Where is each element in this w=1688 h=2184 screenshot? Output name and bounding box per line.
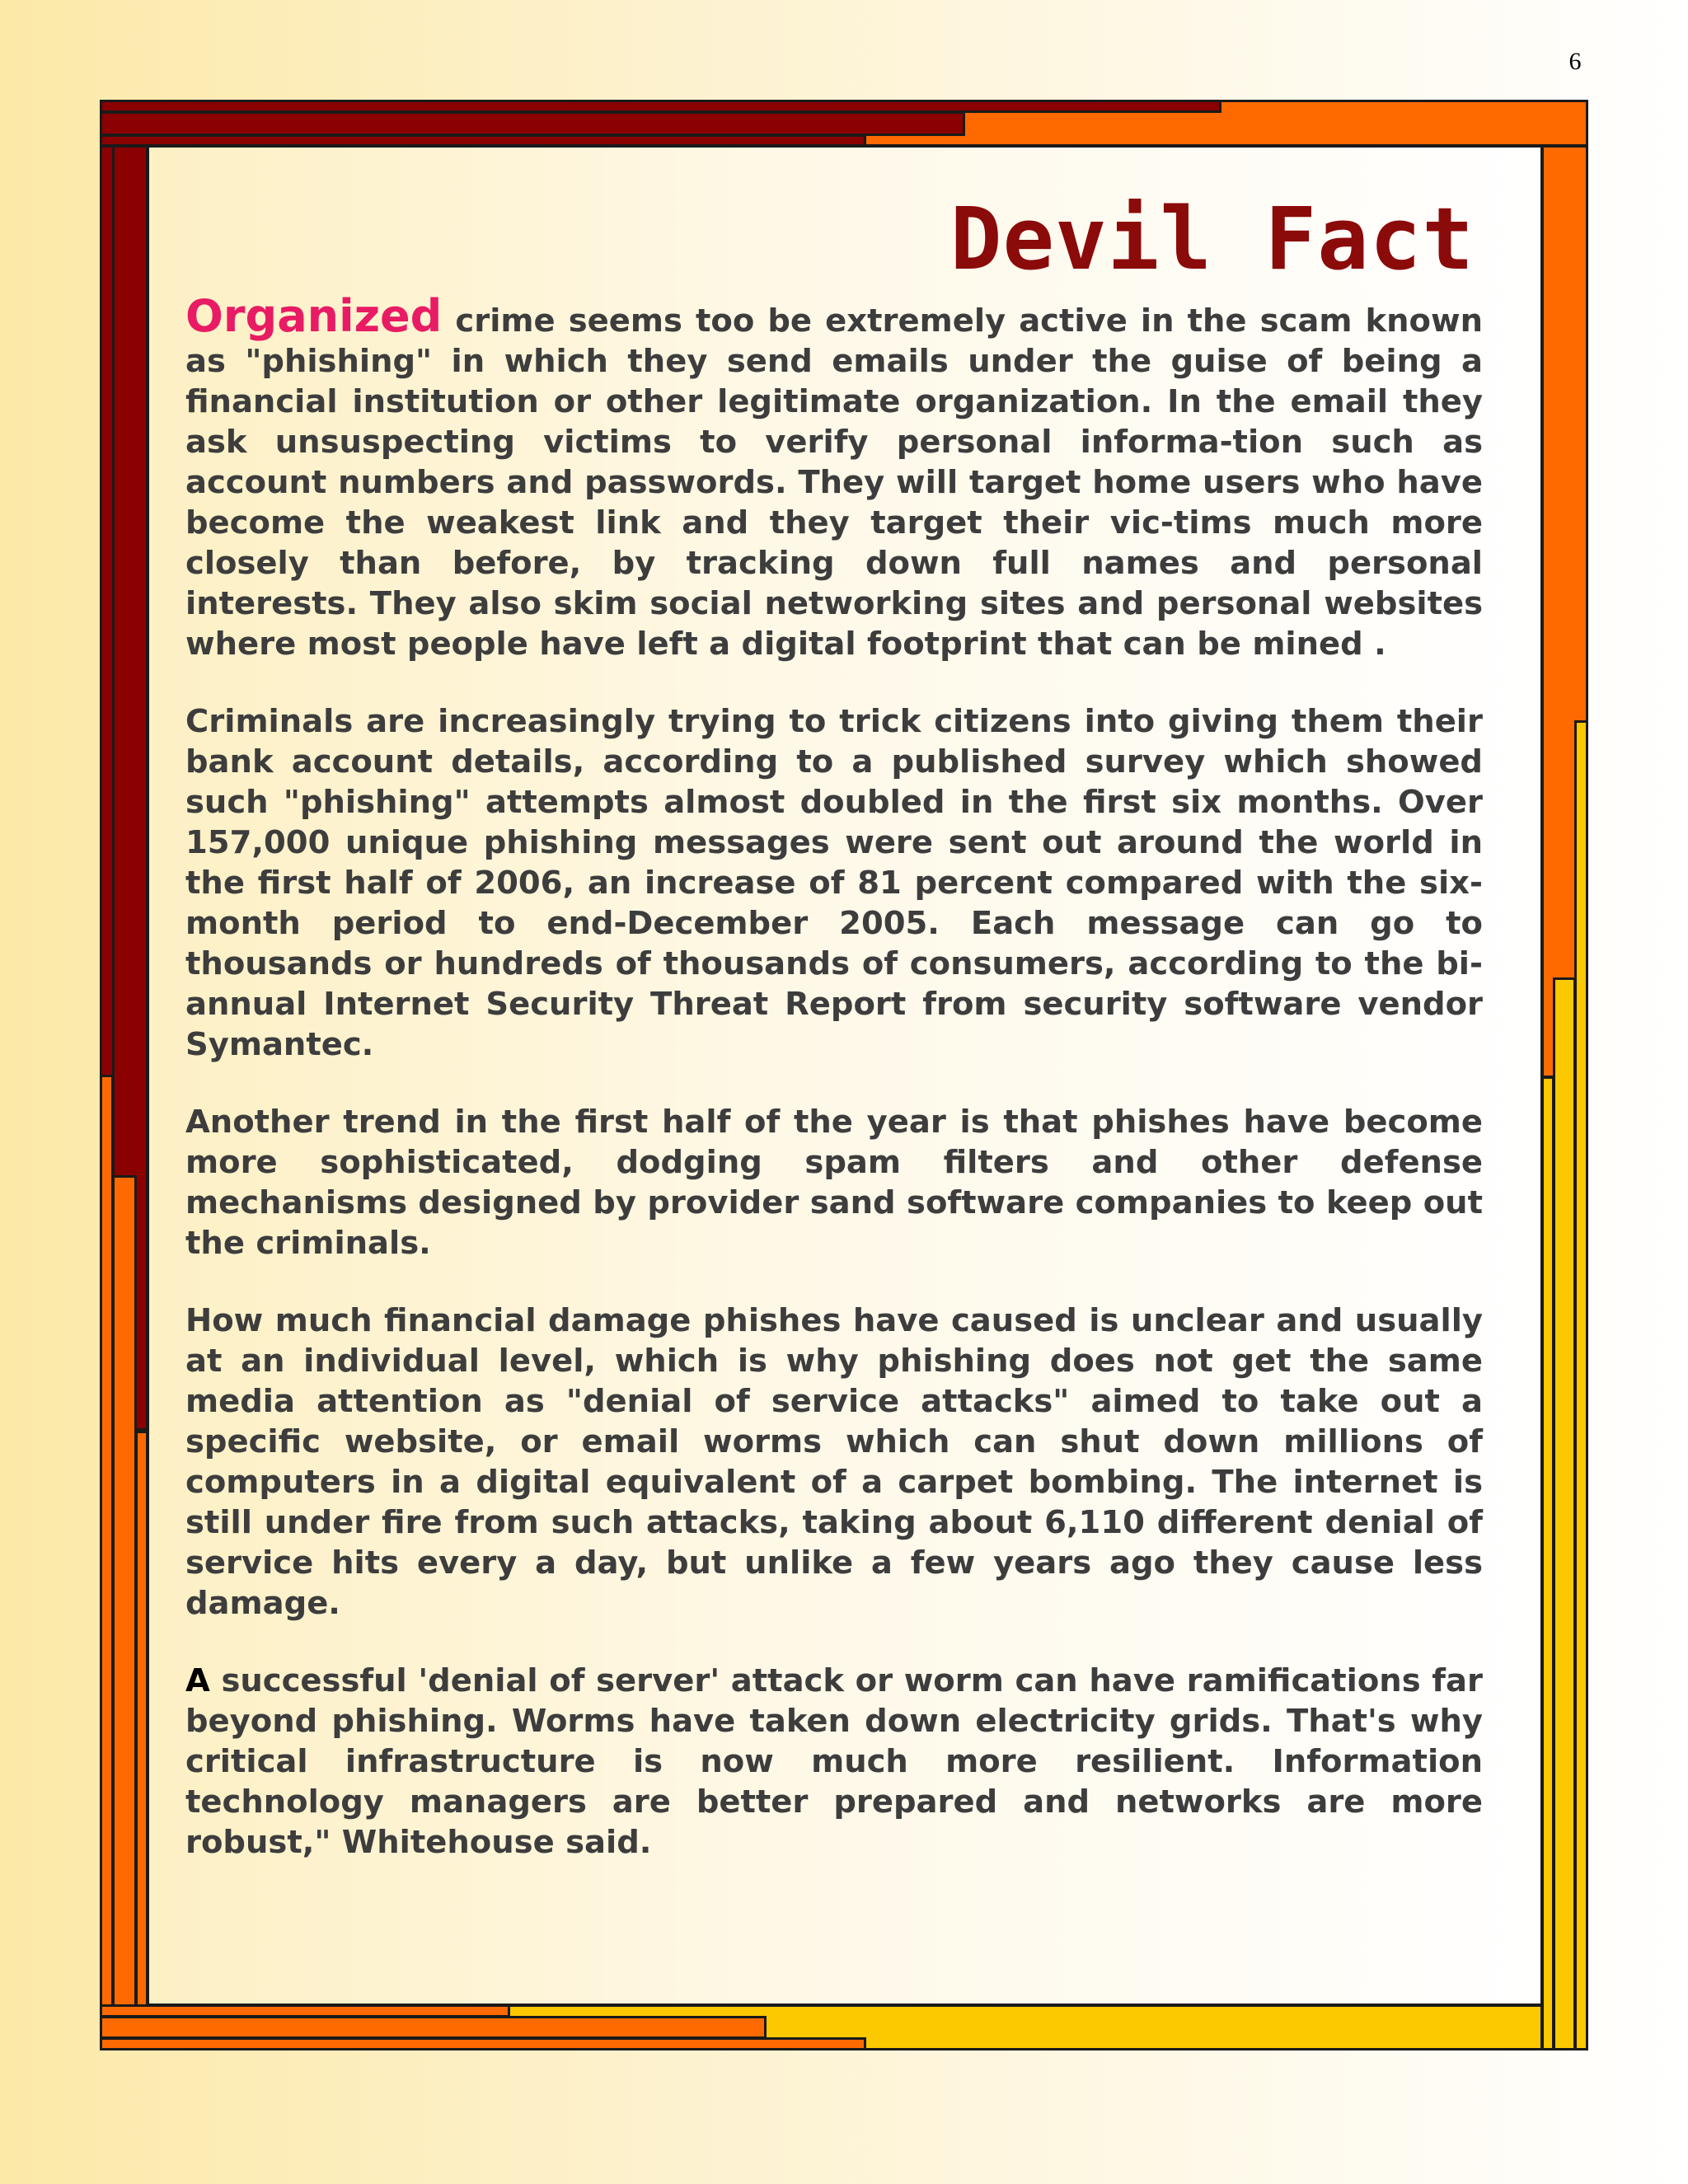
article-body (185, 290, 1483, 1900)
paragraph-text: successful 'denial of server' attack or worm can have ramifications far beyond phishing. Worms have taken down electricity grids. That's why critical infrastructure is now much more resilient. Information technology managers are better prepared and networks are more robust," Whitehouse said. (185, 1662, 1483, 1861)
frame-bar-top-dark-2 (100, 111, 965, 136)
content-panel (147, 145, 1543, 2006)
paragraph-2 (185, 701, 1483, 1065)
paragraph-1 (185, 290, 1483, 664)
paragraph-3 (185, 1102, 1483, 1263)
frame-bar-bottom-orange-3 (100, 2037, 866, 2050)
page-title: Devil Fact (950, 189, 1475, 289)
frame-bar-right-yellow-3 (1541, 1076, 1554, 2050)
lead-letter: A (185, 1662, 210, 1699)
paragraph-text: Criminals are increasingly trying to trick citizens into giving them their bank account details, according to a published survey which showed such "phishing" attempts almost doubled in the first six months. Over 157,000 unique phishing messages were sent out around the world in the first half of 2006, an increase of 81 percent compared with the six-month period to end-December 2005. Each message can go to thousands or hundreds of thousands of consumers, according to the bi-annual Internet Security Threat Report from security software vendor Symantec. (185, 703, 1483, 1063)
lead-word: Organized (185, 290, 443, 342)
paragraph-text: How much financial damage phishes have caused is unclear and usually at an individual level, which is why phishing does not get the same media attention as "denial of service attacks" aimed to take out a specific website, or email worms which can shut down millions of computers in a digital equivalent of a carpet bombing. The internet is still under fire from such attacks, taking about 6,110 different denial of service hits every a day, but unlike a few years ago they cause less damage. (185, 1302, 1483, 1622)
frame-bar-right-yellow-2 (1553, 977, 1576, 2050)
page-number: 6 (1568, 48, 1582, 75)
paragraph-text: crime seems too be extremely active in the scam known as "phishing" in which they send emails under the guise of being a financial institution or other legitimate organization. In the email they ask unsuspecting victims to verify personal informa-tion such as account numbers and passwords. They will target home users who have become the weakest link and they target their vic-tims much more closely than before, by tracking down full names and personal interests. They also skim social networking sites and personal websites where most people have left a digital footprint that can be mined . (185, 302, 1483, 663)
paragraph-4 (185, 1301, 1483, 1624)
paragraph-5 (185, 1661, 1483, 1863)
paragraph-text: Another trend in the first half of the year is that phishes have become more sophisticated, dodging spam filters and other defense mechanisms designed by provider sand software companies to keep out the criminals. (185, 1104, 1483, 1262)
frame-bar-right-yellow-1 (1574, 720, 1588, 2050)
frame-bar-left-orange-2 (112, 1175, 137, 2050)
frame-bar-bottom-orange-2 (100, 2016, 767, 2039)
